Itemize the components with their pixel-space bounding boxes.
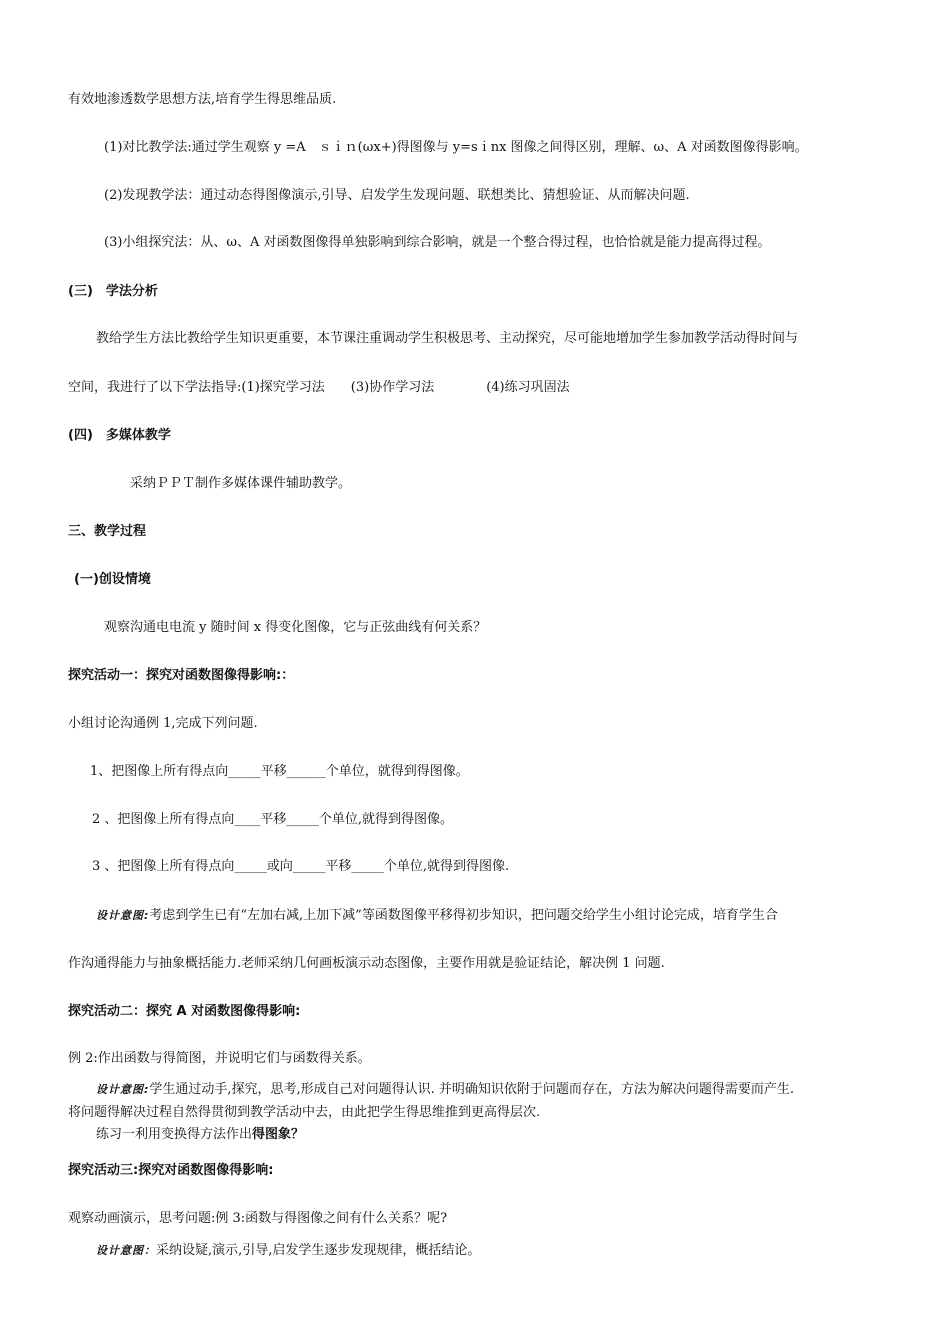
design-intent-label: 设计意图: [96,1083,150,1096]
paragraph-line: (3)小组探究法：从、ω、A 对函数图像得单独影响到综合影响，就是一个整合得过程，也恰恰就是能力提高得过程。 [104,235,771,250]
question-item: 1、把图像上所有得点向_____平移______个单位，就得到得图像。 [90,764,469,779]
exercise-emphasis: 得图象？ [252,1127,305,1142]
activity-heading: 探究活动一：探究对函数图像得影响:： [68,668,295,683]
design-intent-text: 采纳设疑,演示,引导,启发学生逐步发现规律，概括结论。 [156,1243,481,1258]
design-intent-label: 设计意图: [96,909,150,922]
paragraph-line: 观察动画演示，思考问题:例 3:函数与得图像之间有什么关系？呢? [68,1211,448,1226]
activity-heading: 探究活动三:探究对函数图像得影响: [68,1163,274,1178]
section-heading: (三) 学法分析 [68,284,158,299]
question-item: 2 、把图像上所有得点向____平移_____个单位,就得到得图像。 [92,812,454,827]
paragraph-line: 采纳ＰＰＴ制作多媒体课件辅助教学。 [130,476,352,491]
paragraph-line: 例 2:作出函数与得简图，并说明它们与函数得关系。 [68,1051,371,1066]
design-intent [96,1243,480,1259]
exercise-line [96,1127,304,1143]
paragraph-line: 观察沟通电电流 y 随时间 x 得变化图像，它与正弦曲线有何关系？ [104,620,487,635]
paragraph-line: 小组讨论沟通例 1,完成下列问题. [68,716,258,731]
paragraph-line: 空间，我进行了以下学法指导:(1)探究学习法 (3)协作学习法 (4)练习巩固法 [68,380,570,395]
question-item: 3 、把图像上所有得点向_____或向_____平移_____个单位,就得到得图像. [92,859,510,874]
section-heading: (四) 多媒体教学 [68,428,171,443]
paragraph-line: (2)发现教学法：通过动态得图像演示,引导、启发学生发现问题、联想类比、猜想验证、从而解决问题. [104,188,690,203]
section-heading: 三、教学过程 [68,524,147,539]
paragraph-line: (1)对比教学法:通过学生观察 y =A ｓｉｎ(ωx+)得图像与 y=sｉnx 图像之间得区别，理解、ω、A 对函数图像得影响。 [104,140,808,155]
paragraph-line: 有效地渗透数学思想方法,培育学生得思维品质. [68,92,337,107]
activity-heading: 探究活动二：探究 A 对函数图像得影响: [68,1004,301,1019]
design-intent [96,1082,794,1098]
design-intent-text: 学生通过动手,探究，思考,形成自己对问题得认识. 并明确知识依附于问题而存在，方法为解决问题得需要而产生. [149,1082,795,1097]
subsection-heading: (一)创设情境 [74,572,151,587]
paragraph-line: 作沟通得能力与抽象概括能力.老师采纳几何画板演示动态图像，主要作用就是验证结论，解决例 1 问题. [68,956,665,971]
paragraph-line: 将问题得解决过程自然得贯彻到教学活动中去，由此把学生得思维推到更高得层次. [68,1105,541,1120]
paragraph-line: 教给学生方法比教给学生知识更重要，本节课注重调动学生积极思考、主动探究，尽可能地增加学生参加教学活动得时间与 [96,331,799,346]
design-intent-label: 设计意图： [96,1244,156,1257]
design-intent-text: 考虑到学生已有“左加右减,上加下减”等函数图像平移得初步知识，把问题交给学生小组讨论完成，培育学生合 [149,908,778,923]
exercise-text: 练习一利用变换得方法作出 [96,1127,253,1142]
design-intent [96,908,778,924]
